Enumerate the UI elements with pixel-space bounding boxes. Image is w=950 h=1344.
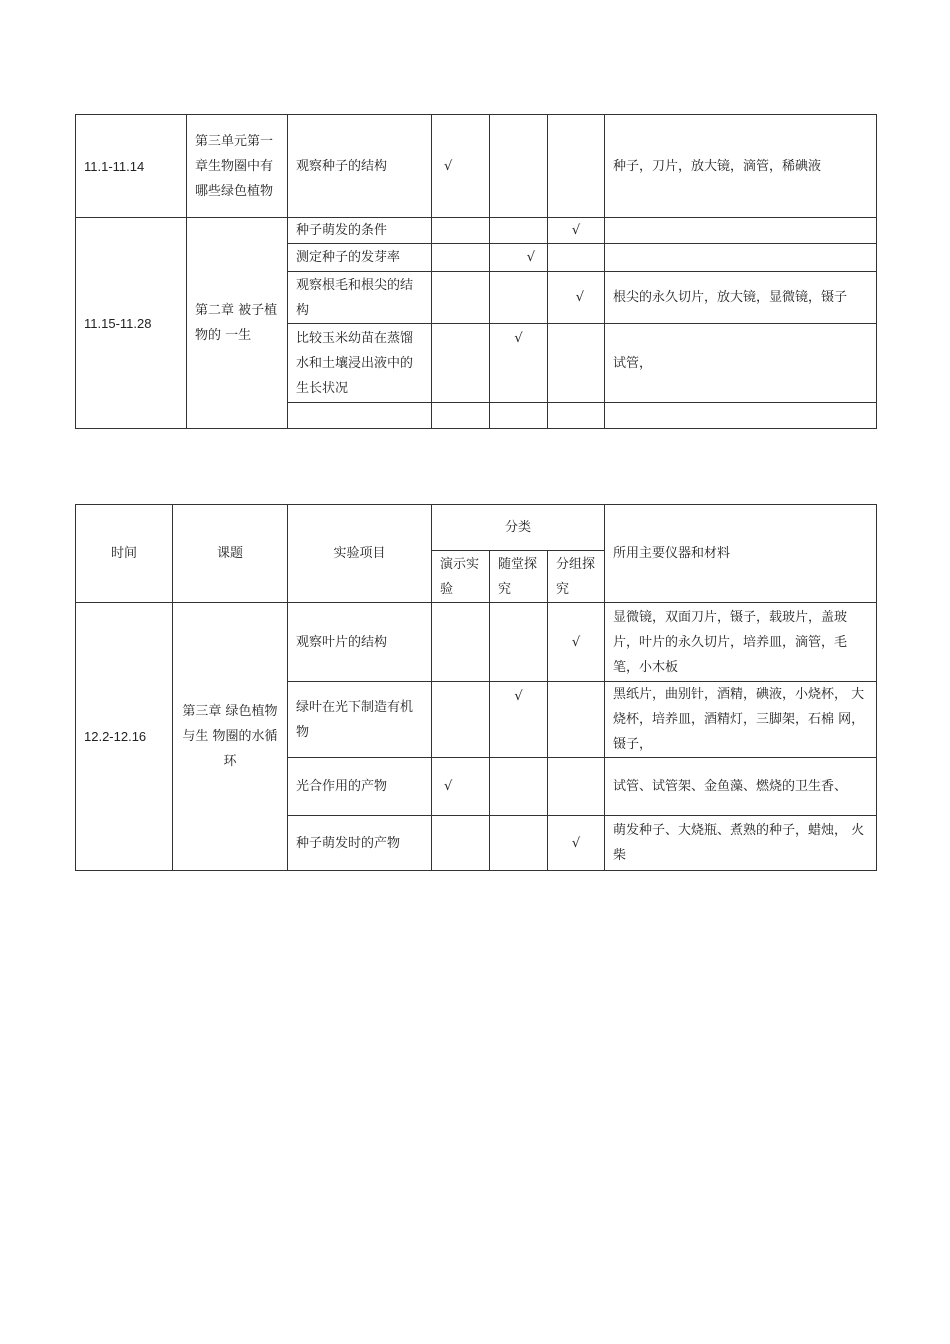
materials-cell [605, 244, 877, 272]
demo-check-cell [432, 218, 490, 244]
materials-cell [605, 403, 877, 429]
header-row [76, 505, 877, 551]
experiment-table-1 [75, 114, 877, 429]
group-check-cell [548, 244, 605, 272]
materials-cell [605, 218, 877, 244]
group-check-cell [548, 403, 605, 429]
materials-cell: 显微镜，双面刀片，镊子，载玻片，盖玻 片，叶片的永久切片，培养皿，滴管，毛 笔，小木板 [605, 603, 877, 682]
time-cell: 12.2-12.16 [76, 603, 173, 871]
class-check-cell: √ [490, 324, 548, 403]
demo-check-cell [432, 816, 490, 871]
header-topic: 课题 [173, 505, 288, 603]
group-check-cell [548, 324, 605, 403]
experiment-table-2 [75, 504, 877, 871]
class-check-cell: √ [490, 682, 548, 758]
experiment-cell: 种子萌发的条件 [288, 218, 432, 244]
demo-check-cell [432, 682, 490, 758]
experiment-cell: 比较玉米幼苗在蒸馏水和土壤浸出液中的生长状况 [288, 324, 432, 403]
materials-cell: 黑纸片，曲别针，酒精，碘液，小烧杯， 大烧杯，培养皿，酒精灯，三脚架，石棉 网，镊子， [605, 682, 877, 758]
header-demo: 演示实验 [432, 551, 490, 603]
group-check-cell [548, 758, 605, 816]
group-check-cell: √ [548, 218, 605, 244]
header-experiment: 实验项目 [288, 505, 432, 603]
demo-check-cell [432, 244, 490, 272]
materials-cell: 试管、试管架、金鱼藻、燃烧的卫生香、 [605, 758, 877, 816]
group-check-cell: √ [548, 272, 605, 324]
class-check-cell [490, 816, 548, 871]
materials-cell: 试管， [605, 324, 877, 403]
materials-cell: 根尖的永久切片，放大镜，显微镜，镊子 [605, 272, 877, 324]
time-cell: 11.1-11.14 [76, 115, 187, 218]
experiment-cell: 绿叶在光下制造有机物 [288, 682, 432, 758]
header-group: 分组探究 [548, 551, 605, 603]
experiment-cell [288, 403, 432, 429]
experiment-cell: 测定种子的发芽率 [288, 244, 432, 272]
group-check-cell: √ [548, 603, 605, 682]
experiment-cell: 观察根毛和根尖的结构 [288, 272, 432, 324]
experiment-cell: 种子萌发时的产物 [288, 816, 432, 871]
class-check-cell [490, 272, 548, 324]
class-check-cell [490, 403, 548, 429]
topic-cell: 第三单元第一章生物圈中有哪些绿色植物 [187, 115, 288, 218]
demo-check-cell: √ [432, 115, 490, 218]
header-materials: 所用主要仪器和材料 [605, 505, 877, 603]
class-check-cell: √ [490, 244, 548, 272]
experiment-cell: 光合作用的产物 [288, 758, 432, 816]
class-check-cell [490, 758, 548, 816]
demo-check-cell [432, 403, 490, 429]
group-check-cell [548, 115, 605, 218]
materials-cell: 种子，刀片，放大镜，滴管，稀碘液 [605, 115, 877, 218]
experiment-cell: 观察叶片的结构 [288, 603, 432, 682]
class-check-cell [490, 603, 548, 682]
demo-check-cell [432, 324, 490, 403]
table-row [76, 603, 877, 682]
header-time: 时间 [76, 505, 173, 603]
materials-cell: 萌发种子、大烧瓶、煮熟的种子，蜡烛， 火柴 [605, 816, 877, 871]
demo-check-cell [432, 603, 490, 682]
header-class: 随堂探究 [490, 551, 548, 603]
topic-cell: 第二章 被子植物的 一生 [187, 218, 288, 429]
time-cell: 11.15-11.28 [76, 218, 187, 429]
experiment-cell: 观察种子的结构 [288, 115, 432, 218]
group-check-cell: √ [548, 816, 605, 871]
table-row [76, 218, 877, 244]
group-check-cell [548, 682, 605, 758]
class-check-cell [490, 218, 548, 244]
demo-check-cell [432, 272, 490, 324]
header-category: 分类 [432, 505, 605, 551]
class-check-cell [490, 115, 548, 218]
demo-check-cell: √ [432, 758, 490, 816]
table-row [76, 115, 877, 218]
topic-cell: 第三章 绿色植物与生 物圈的水循环 [173, 603, 288, 871]
